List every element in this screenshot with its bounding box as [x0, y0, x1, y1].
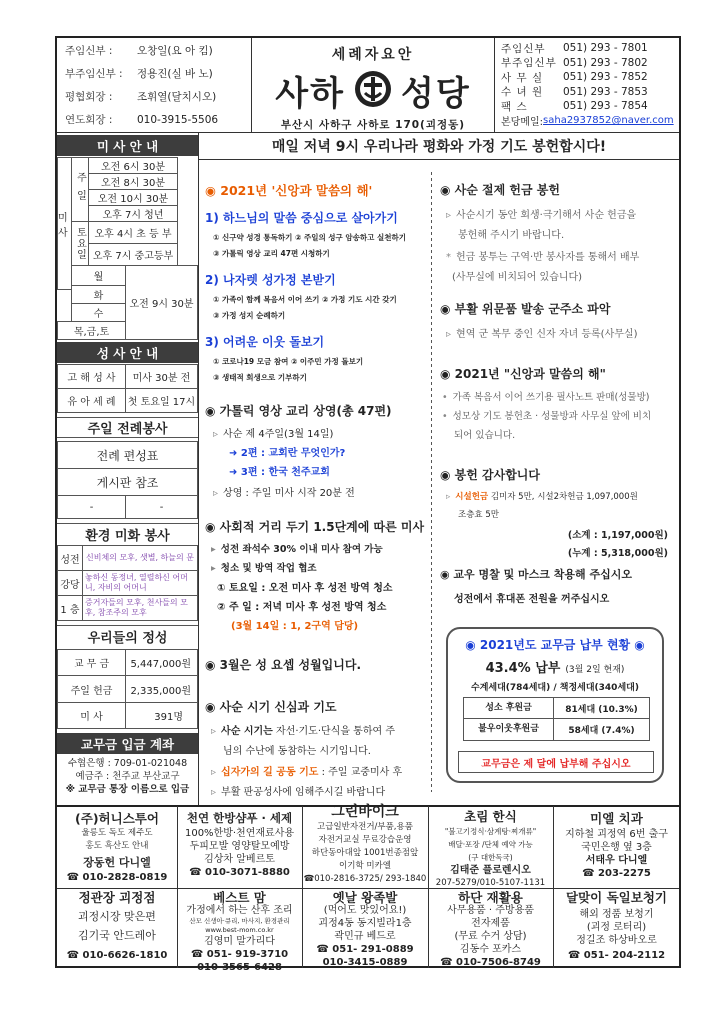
- cleaning-groups: 신비체의 모후, 샛별, 하늘의 문: [82, 545, 198, 571]
- cleaning-place: 강당: [57, 570, 83, 596]
- confession-note: 부활 판공성사에 임해주시길 바랍니다: [221, 787, 386, 798]
- bank-note: ※ 교무금 통장 이름으로 입금: [65, 784, 190, 795]
- sunday-mass-time: 오전 10시 30분: [88, 189, 178, 206]
- support-table: [463, 697, 650, 741]
- church-address: 부산시 사하구 사하로 170(괴정동): [280, 119, 466, 131]
- ad-text: 100%한방·천연재료사용: [184, 828, 295, 839]
- phone-off-notice: 성전에서 휴대폰 전원을 꺼주십시오: [454, 594, 610, 605]
- weekday-label: 월: [71, 265, 126, 286]
- video-section: [205, 402, 427, 499]
- sacrament-time: 첫 토요일 17시: [125, 388, 198, 413]
- liturgy-title: 주일 전례봉사: [57, 417, 198, 438]
- ad-text: (괴정 로터리): [586, 922, 647, 933]
- church-logo-icon: [353, 69, 393, 113]
- ad-name: (주)허니스투어: [75, 811, 159, 826]
- theme-1-b: ③ 가톨릭 영상 교리 47편 시청하기: [213, 249, 330, 258]
- triangle-bullet-icon: ▸: [211, 544, 216, 555]
- distancing-rule: 청소 및 방역 작업 협조: [220, 563, 317, 574]
- ad-phone: 010-3565-6428: [197, 962, 282, 973]
- lent-title: ◉ 사순 시기 신심과 기도: [205, 700, 337, 714]
- ad-jokbal: [303, 891, 427, 969]
- bank-holder: 예금주 : 천주교 부산교구: [75, 771, 180, 782]
- video-title: ◉ 가톨릭 영상 교리 상영(총 47편): [205, 404, 392, 418]
- ad-dental: [554, 812, 679, 880]
- offering-title: 우리들의 정성: [57, 625, 198, 646]
- ad-hearing: [554, 891, 679, 962]
- contact-phone: 051) 293 - 7801: [563, 42, 648, 55]
- ad-text: 전자제품: [471, 918, 510, 929]
- contact-label: 수 녀 원: [501, 86, 544, 99]
- sunday-mass-time: 오전 8시 30분: [88, 173, 178, 190]
- sacrament-label: 유 아 세 례: [57, 388, 126, 413]
- military-text: 현역 군 복무 중인 신자 자녀 등록(사무실): [456, 329, 638, 340]
- email-label: 본당메일:: [501, 117, 544, 129]
- dues-percent: 43.4% 납부: [485, 661, 561, 676]
- contact-phone: 051) 293 - 7853: [563, 85, 648, 98]
- ad-text: 해외 정품 보청기: [579, 909, 654, 920]
- arrow-bullet-icon: ▹: [213, 488, 219, 499]
- theme-2-b: ③ 가정 성지 순례하기: [213, 311, 286, 320]
- lent-fund-text: 사순시기 동안 회생·극기해서 사순 헌금을: [456, 210, 637, 221]
- contact-label: 팩 스: [501, 100, 528, 113]
- video-episode: ➜ 2편 : 교회란 무엇인가?: [229, 448, 346, 459]
- ad-owner: 장동헌 다니엘: [83, 856, 151, 869]
- contact-block: [494, 38, 679, 132]
- lent-section: [205, 698, 427, 798]
- distancing-section: [205, 518, 427, 632]
- theme-3-b: ③ 생태적 회생으로 기부하기: [213, 373, 307, 382]
- year-text: 성모상 기도 봉헌초 · 성물방과 사무실 앞에 비치: [452, 411, 652, 422]
- ad-phone: 010-3415-0889: [322, 957, 408, 968]
- joseph-month: ◉ 3월은 성 요셉 성월입니다.: [205, 658, 362, 672]
- ad-bike: [303, 806, 427, 886]
- ad-phone: ☎ 203-2275: [582, 868, 651, 879]
- ad-name: 달맞이 독일보청기: [566, 890, 667, 905]
- dues-households: 수계세대(784세대) / 책정세대(340세대): [471, 683, 639, 693]
- ad-owner: 이기학 미카엘: [339, 861, 391, 871]
- ad-owner: 서태우 다니엘: [585, 855, 648, 866]
- arrow-bullet-icon: ▹: [213, 429, 219, 440]
- ad-text: 산모 신생아·큐리, 마사지, 환경관리: [189, 917, 290, 925]
- ad-text: (무료 수거 상담): [454, 931, 527, 942]
- mass-side-label: 미사: [57, 157, 72, 290]
- lent-fund-section: ◉ 사순 절제 헌금 봉헌 ▹ 사순시기 동안 회생·극기해서 사순 헌금을 봉헌해 주시기 바랍니다. * 헌금 봉투는 구역·반 봉사자를 통해서 배부 (사무실에 비치되어 있습니다): [440, 181, 676, 283]
- faith-year-section: [205, 181, 427, 383]
- lent-text: 자선·기도·단식을 통하여 주: [272, 726, 395, 737]
- sacrament-label: 고 해 성 사: [57, 364, 126, 389]
- ad-owner: 김동수 포카스: [459, 944, 522, 955]
- prayer-banner: 매일 저녁 9시 우리나라 평화와 가정 기도 봉헌합시다!: [199, 133, 679, 160]
- ad-text: 홍도 흑산도 안내: [85, 841, 149, 851]
- lent-highlight: 사순 시기는: [221, 726, 273, 737]
- staff-block: [57, 38, 252, 132]
- ad-postnatal: [178, 891, 301, 974]
- cleaning-groups: 놓하신 동정녀, 열렬하신 어머니, 자비의 어머니: [82, 570, 198, 596]
- ad-name: 그린바이크: [331, 804, 399, 820]
- ad-text: 가정에서 하는 산후 조리: [186, 905, 293, 916]
- video-date: 사순 제 4주일(3월 14일): [223, 429, 334, 440]
- stations-cross: 십자가의 길 공동 기도: [221, 767, 319, 778]
- ad-text: 국민은행 옆 3층: [581, 842, 652, 853]
- lent-fund-text: 봉헌해 주시기 바랍니다.: [458, 230, 565, 241]
- sacrament-time: 미사 30분 전: [125, 364, 198, 389]
- ad-name: 미엘 치과: [590, 811, 643, 826]
- weekday-label: 수: [71, 303, 126, 322]
- ad-name: 베스트 맘: [213, 890, 266, 905]
- liturgy-schedule: 전례 편성표: [57, 441, 198, 469]
- ad-phone: ☎ 010-2828-0819: [66, 872, 168, 883]
- ad-text: 사무용품 · 주방용품: [447, 905, 534, 916]
- ad-text: 울릉도 독도 제주도: [81, 828, 153, 838]
- staff-role: 주임신부 :: [65, 45, 113, 57]
- lent-text-2: 님의 수난에 동참하는 시기입니다.: [223, 746, 371, 757]
- theme-2-a: ① 가족이 함께 복음서 이어 쓰기 ② 가정 기도 시간 갖기: [213, 295, 397, 304]
- ad-owner: 김태준 플로렌시오: [450, 865, 531, 876]
- sacrament-title: 성 사 안 내: [57, 342, 198, 363]
- ad-phone: 207-5279/010-5107-1131: [435, 878, 546, 888]
- ad-text: 두피모발 영양탈모예방: [189, 841, 290, 852]
- theme-1-a: ① 신구약 성경 통독하기 ② 주일의 성구 암송하고 실천하기: [213, 233, 406, 242]
- lent-fund-title: ◉ 사순 절제 헌금 봉헌: [440, 183, 560, 197]
- ad-name: 옛날 왕족발: [332, 890, 398, 905]
- staff-role: 연도회장 :: [65, 114, 113, 126]
- ad-owner: 김상차 알베르토: [204, 854, 275, 865]
- video-time: 상영 : 주일 미사 시작 20분 전: [223, 488, 355, 499]
- staff-name: 010-3915-5506: [137, 113, 219, 126]
- contact-label: 사 무 실: [501, 71, 544, 84]
- ad-phone: ☎ 051- 204-2112: [567, 950, 666, 961]
- ad-text: (구 대한독국): [468, 853, 513, 862]
- thanks-title: ◉ 봉헌 감사합니다: [440, 468, 540, 482]
- ad-owner: 김기국 안드레아: [78, 929, 156, 942]
- ad-text: 고급일반자전거/부품,용품: [317, 822, 413, 832]
- sunday-mass-time: 오후 7시 청년: [88, 205, 178, 222]
- saturday-label: 토요일: [71, 221, 89, 266]
- dues-note: 교무금은 제 달에 납부해 주십시오: [458, 751, 654, 773]
- contact-phone: 051) 293 - 7802: [563, 56, 648, 69]
- ad-phone: ☎ 010-7506-8749: [440, 957, 541, 968]
- ad-restaurant: [429, 810, 552, 890]
- theme-2: 2) 나자렛 성가정 본받기: [205, 273, 336, 287]
- saturday-mass-time: 오후 7시 중고등부: [88, 243, 178, 266]
- ad-phone: ☎ 010-3071-8880: [189, 867, 290, 878]
- staff-role: 평협회장 :: [65, 91, 113, 103]
- offering-label: 미 사: [57, 702, 126, 729]
- mask-title: ◉ 교우 명찰 및 마스크 착용해 주십시오: [440, 568, 632, 581]
- liturgy-board: 게시판 참조: [57, 468, 198, 496]
- liturgy-blank: -: [125, 495, 198, 519]
- dues-box: [446, 627, 664, 783]
- saturday-mass-time: 오후 4시 초 등 부: [88, 221, 178, 244]
- dues-date: (3월 2일 현재): [565, 665, 625, 675]
- ad-travel: [58, 812, 176, 884]
- lent-fund-envelope-note: (사무실에 비치되어 있습니다): [452, 272, 583, 283]
- cleaning-district: (3월 14일 : 1, 2구역 담당): [231, 621, 359, 632]
- mass-attendance: 391명: [125, 702, 198, 729]
- bank-account: [57, 757, 198, 796]
- staff-name: 오창일(요 아 킴): [137, 45, 213, 57]
- theme-3: 3) 어려운 이웃 돌보기: [205, 335, 325, 349]
- staff-name: 조휘열(달치시오): [137, 91, 217, 103]
- patron-subtitle: 세례자요안: [331, 47, 415, 63]
- ad-text: 배달·포장 /단체 예약 가능: [448, 840, 533, 849]
- arrow-bullet-icon: ▹: [211, 787, 217, 798]
- cleaning-place: 성전: [57, 545, 83, 571]
- theme-1: 1) 하느님의 말씀 중심으로 살아가기: [205, 211, 398, 225]
- lent-fund-envelope: 헌금 봉투는 구역·반 봉사자를 통해서 배부: [456, 252, 640, 263]
- ad-name: 하단 재활용: [458, 890, 523, 905]
- facility-donors: 김미자 5만, 시설2차헌금 1,097,000원: [488, 492, 638, 502]
- offering-label: 주일 헌금: [57, 675, 126, 703]
- support-value: 81세대 (10.3%): [565, 704, 638, 715]
- bank-number: 수협은행 : 709-01-021048: [67, 758, 188, 769]
- cleaning-place: 1 층: [57, 595, 83, 621]
- distancing-title: ◉ 사회적 거리 두기 1.5단계에 따른 미사: [205, 520, 425, 534]
- ad-text: (먹어도 맛있어요!): [323, 905, 407, 916]
- mask-section: [440, 566, 676, 605]
- mass-title: 미 사 안 내: [57, 135, 198, 156]
- year-text: 되어 있습니다.: [454, 430, 516, 441]
- triangle-bullet-icon: ▸: [211, 563, 216, 574]
- account-title: 교무금 입금 계좌: [57, 733, 198, 754]
- offering-amount: 2,335,000원: [125, 675, 198, 703]
- ad-owner: 김영미 말가리다: [204, 936, 275, 947]
- ad-url[interactable]: www.best-mom.co.kr: [205, 926, 274, 934]
- arrow-bullet-icon: ▹: [211, 726, 217, 737]
- military-title: ◉ 부활 위문품 발송 군주소 파악: [440, 302, 611, 316]
- ad-text: "불고기정식·삼계탕·찌개류": [444, 827, 537, 836]
- ad-phone: ☎010-2816-3725/ 293-1840: [303, 874, 427, 884]
- ad-owner: 정길조 하상바오로: [576, 935, 657, 946]
- ad-name: 정관장 괴정점: [78, 890, 156, 905]
- cleaning-groups: 증거자들의 모후, 천사들의 모후, 참조주의 모후: [82, 595, 198, 621]
- staff-name: 정용진(실 바 노): [137, 68, 213, 80]
- theme-3-a: ① 코로나19 모금 참여 ② 이주민 가정 돌보기: [213, 357, 364, 366]
- church-name-left: 사하: [275, 74, 345, 114]
- email-link[interactable]: saha2937852@naver.com: [543, 115, 674, 127]
- faith-year-title: ◉ 2021년 '신앙과 말씀의 해': [205, 183, 373, 198]
- ad-name: 초림 한식: [464, 809, 517, 824]
- stations-time: : 주일 교중미사 후: [318, 767, 403, 778]
- distancing-rule: 성전 좌석수 30% 이내 미사 참여 가능: [220, 544, 383, 555]
- ad-text: 자전거교실 무료강습운영: [318, 835, 412, 845]
- ad-text: 지하철 괴정역 6번 출구: [565, 829, 668, 840]
- ad-owner: 곽민규 베드로: [334, 931, 396, 942]
- offering-amount: 5,447,000원: [125, 649, 198, 676]
- arrow-bullet-icon: ▹: [211, 767, 217, 778]
- sunday-label: 주일: [71, 157, 89, 222]
- ad-phone: ☎ 051- 291-0889: [316, 944, 414, 955]
- ad-shampoo: [178, 812, 301, 879]
- thanks-section: ◉ 봉헌 감사합니다 ▹ 시설헌금 김미자 5만, 시설2차헌금 1,097,000원 조층효 5만 (소계 : 1,197,000원) (누계 : 5,318,000원): [440, 466, 676, 559]
- support-value: 58세대 (7.4%): [568, 726, 635, 736]
- ad-text: 괴정시장 맞은편: [78, 910, 156, 923]
- facility-donors: 조층효 5만: [458, 510, 499, 520]
- year-title: ◉ 2021년 "신앙과 말씀의 해": [440, 367, 606, 381]
- offering-label: 교 무 금: [57, 649, 126, 676]
- military-section: ◉ 부활 위문품 발송 군주소 파악 ▹ 현역 군 복무 중인 신자 자녀 등록(사무실): [440, 300, 676, 340]
- ad-text: 괴정4동 동지빌라1층: [318, 918, 412, 929]
- support-label: 불우이웃후원금: [464, 719, 554, 740]
- weekday-label: 목,금,토: [57, 321, 126, 340]
- sunday-mass-time: 오전 6시 30분: [88, 157, 178, 174]
- year-section: ◉ 2021년 "신앙과 말씀의 해" • 가족 복음서 이어 쓰기용 필사노트 판매(성물방) • 성모상 기도 봉헌초 · 성물방과 사무실 앞에 비치 되어 있습니다.: [440, 365, 676, 441]
- thanks-subtotal: (소계 : 1,197,000원): [567, 530, 668, 541]
- dues-title: ◉ 2021년도 교무금 납부 현황 ◉: [465, 638, 645, 652]
- ad-name: 천연 한방샴푸 · 세제: [186, 811, 293, 825]
- contact-label: 주임신부: [501, 42, 546, 55]
- church-name-right: 성당: [401, 74, 471, 114]
- ad-text: 하단동아대앞 1001번종점앞: [311, 848, 419, 858]
- facility-fund: 시설헌금: [455, 492, 489, 502]
- thanks-total: (누계 : 5,318,000원): [567, 548, 668, 559]
- ad-ginseng: [58, 891, 176, 962]
- ad-phone: ☎ 051- 919-3710: [190, 949, 289, 960]
- liturgy-blank: -: [57, 495, 126, 519]
- contact-phone: 051) 293 - 7854: [563, 100, 648, 113]
- cleaning-title: 환경 미화 봉사: [57, 523, 198, 544]
- weekday-label: 화: [71, 285, 126, 304]
- contact-label: 부주임신부: [501, 57, 557, 70]
- ad-recycle: [429, 891, 552, 969]
- contact-phone: 051) 293 - 7852: [563, 71, 648, 84]
- ad-phone: ☎ 010-6626-1810: [66, 950, 168, 961]
- cleaning-saturday: ① 토요일 : 오전 미사 후 성전 방역 청소: [217, 583, 393, 594]
- support-label: 성소 후원금: [464, 698, 554, 719]
- church-title: [252, 38, 494, 132]
- weekday-mass-time: 오전 9시 30분: [125, 265, 198, 340]
- video-episode: ➜ 3편 : 한국 천주교회: [229, 467, 330, 478]
- staff-role: 부주임신부 :: [65, 68, 123, 80]
- cleaning-sunday: ② 주 일 : 저녁 미사 후 성전 방역 청소: [217, 602, 387, 613]
- year-text: 가족 복음서 이어 쓰기용 필사노트 판매(성물방): [452, 392, 650, 403]
